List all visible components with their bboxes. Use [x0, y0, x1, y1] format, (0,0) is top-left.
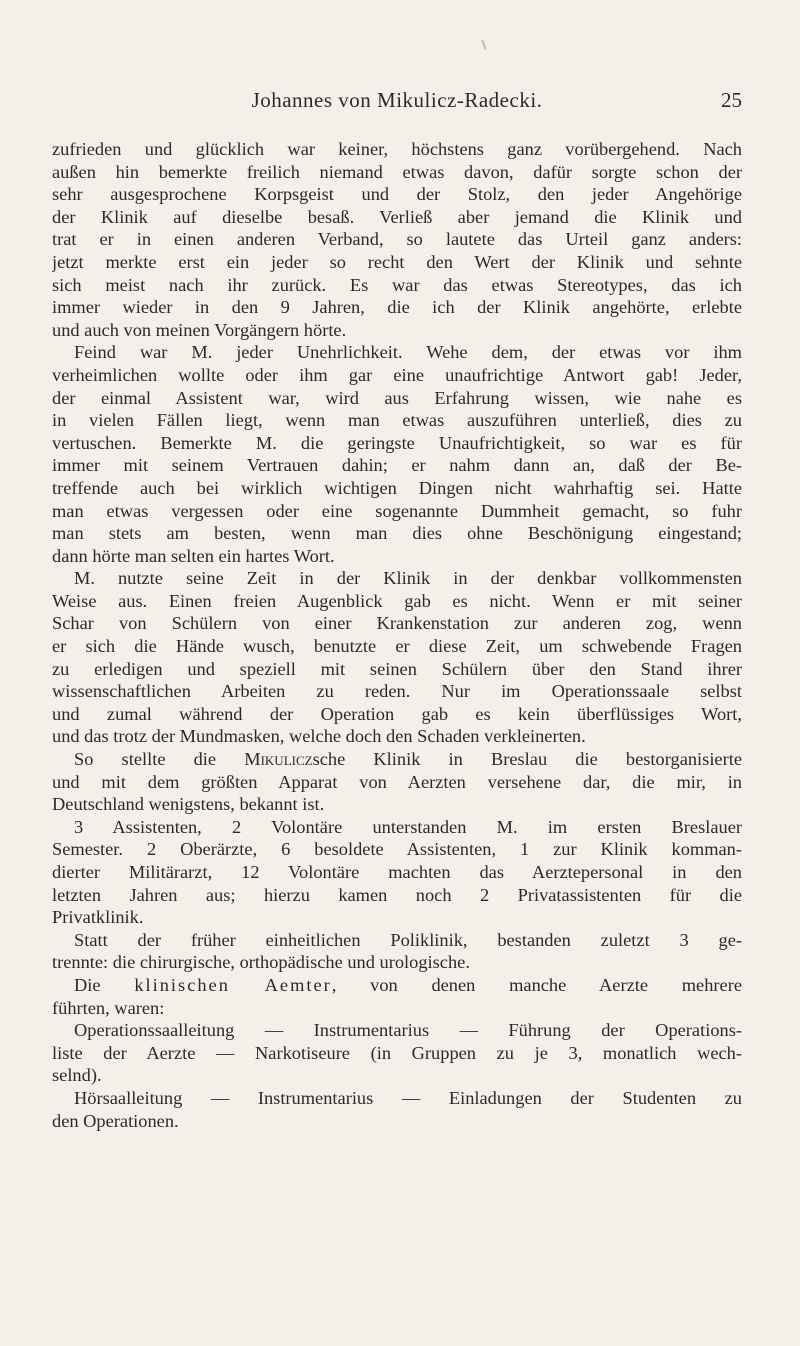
text-line: er sich die Hände wusch, benutzte er diese Zeit, um schwebende Fragen — [52, 636, 742, 657]
text-line: Privatklinik. — [52, 907, 144, 928]
text-line: und das trotz der Mundmasken, welche doch den Schaden verkleinerten. — [52, 726, 586, 747]
text-line: und auch von meinen Vorgängern hörte. — [52, 319, 347, 340]
text-line: dierter Militärarzt, 12 Volontäre machten das Aerztepersonal in den — [52, 862, 742, 882]
text-line: trat er in einen anderen Verband, so lautete das Urteil ganz anders: — [52, 229, 742, 250]
text-line: vertuschen. Bemerkte M. die geringste Unaufrichtigkeit, so war es für — [52, 432, 742, 453]
text-line: treffende auch bei wirklich wichtigen Dingen nicht wahrhaftig sei. Hatte — [52, 477, 742, 498]
text-line: liste der Aerzte — Narkotiseure (in Gruppen zu je 3, monatlich wech- — [52, 1042, 742, 1063]
text-line: 3 Assistenten, 2 Volontäre unterstanden M. im ersten Breslauer — [74, 816, 742, 837]
text-line: Weise aus. Einen freien Augenblick gab es nicht. Wenn er mit seiner — [52, 590, 742, 611]
text-line: Feind war M. jeder Unehrlichkeit. Wehe dem, der etwas vor ihm — [74, 342, 742, 363]
text-line: letzten Jahren aus; hierzu kamen noch 2 Privatassistenten für die — [52, 884, 742, 905]
text-line: man etwas vergessen oder eine sogenannte Dummheit gemacht, so fuhr — [52, 500, 742, 521]
text-line: Semester. 2 Oberärzte, 6 besoldete Assistenten, 1 zur Klinik komman- — [52, 839, 742, 860]
running-title: Johannes von Mikulicz-Radecki. — [251, 88, 543, 112]
text-line: Schar von Schülern von einer Krankenstation zur anderen zog, wenn — [52, 613, 742, 634]
line-fragment: , von denen manche Aerzte mehrere — [331, 974, 742, 995]
text-line: immer mit seinem Vertrauen dahin; er nahm dann an, daß der Be- — [52, 455, 742, 476]
text-line: zu erledigen und speziell mit seinen Schülern über den Stand ihrer — [52, 658, 742, 679]
text-line: M. nutzte seine Zeit in der Klinik in der denkbar vollkommensten — [74, 568, 742, 589]
text-line: Statt der früher einheitlichen Poliklinik, bestanden zuletzt 3 ge- — [74, 929, 742, 950]
text-line: man stets am besten, wenn man dies ohne Beschönigung eingestand; — [52, 523, 742, 544]
text-line: der Klinik auf dieselbe besaß. Verließ aber jemand die Klinik und — [52, 206, 742, 227]
paper-speck — [481, 40, 486, 50]
text-line: Operationssaalleitung — Instrumentarius — Führung der Operations- — [74, 1020, 742, 1041]
body-text — [52, 138, 742, 1132]
author-name: Mikulicz — [244, 749, 313, 770]
text-line: selnd). — [52, 1065, 102, 1086]
text-line: sich meist nach ihr zurück. Es war das etwas Stereotypes, das ich — [52, 274, 742, 295]
text-line: verheimlichen wollte oder ihm gar eine unaufrichtige Antwort gab! Jeder, — [52, 364, 742, 385]
page-header — [52, 88, 742, 118]
text-line: Deutschland wenigstens, bekannt ist. — [52, 794, 325, 815]
line-fragment: So stellte die — [74, 749, 217, 770]
text-line: außen hin bemerkte freilich niemand etwas davon, dafür sorgte schon der — [52, 161, 742, 182]
line-fragment: sche Klinik in Breslau die bestorganisierte — [312, 749, 742, 770]
emphasized-term: klinischen Aemter — [134, 974, 332, 995]
text-line: sehr ausgesprochene Korpsgeist und der Stolz, den jeder Angehörige — [52, 184, 742, 205]
text-line: und zumal während der Operation gab es kein überflüssiges Wort, — [52, 703, 742, 724]
text-line: trennte: die chirurgische, orthopädische und urologische. — [52, 952, 470, 973]
page-number: 25 — [721, 88, 742, 112]
text-line: Hörsaalleitung — Instrumentarius — Einladungen der Studenten zu — [74, 1087, 742, 1108]
text-line: jetzt merkte erst ein jeder so recht den Wert der Klinik und sehnte — [52, 251, 742, 272]
text-line: und mit dem größten Apparat von Aerzten versehene dar, die mir, in — [52, 771, 742, 792]
text-line: der einmal Assistent war, wird aus Erfahrung wissen, wie nahe es — [52, 387, 742, 408]
text-line — [52, 974, 742, 997]
text-line: in vielen Fällen liegt, wenn man etwas auszuführen unterließ, dies zu — [52, 410, 742, 431]
text-line: immer wieder in den 9 Jahren, die ich der Klinik angehörte, erlebte — [52, 297, 742, 318]
text-line: wissenschaftlichen Arbeiten zu reden. Nur im Operationssaale selbst — [52, 681, 742, 702]
text-line — [52, 748, 742, 771]
text-line: den Operationen. — [52, 1110, 179, 1131]
text-line: dann hörte man selten ein hartes Wort. — [52, 545, 335, 566]
text-line: führten, waren: — [52, 997, 165, 1018]
text-line: zufrieden und glücklich war keiner, höchstens ganz vorübergehend. Nach — [52, 139, 742, 159]
line-fragment: Die — [74, 974, 101, 995]
